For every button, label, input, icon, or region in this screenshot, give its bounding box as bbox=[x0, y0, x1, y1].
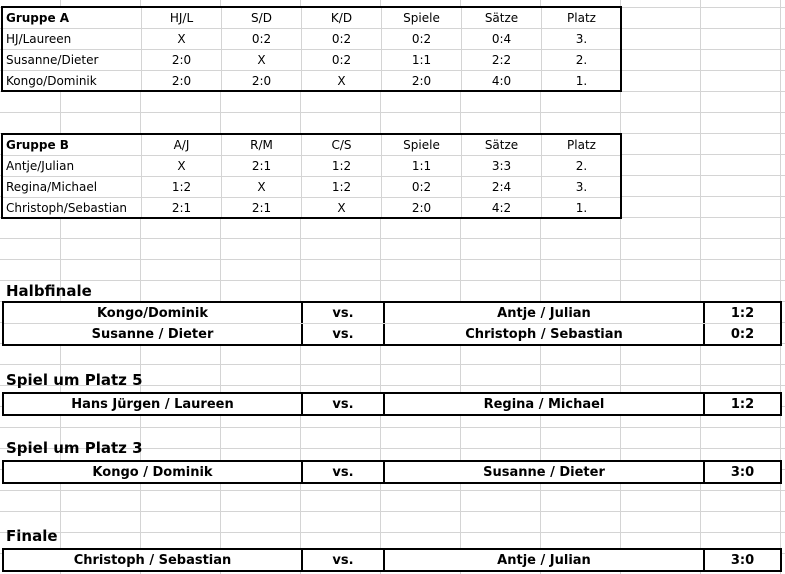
score-cell[interactable]: 2:0 bbox=[142, 50, 222, 71]
group-a-col-header[interactable]: Platz bbox=[542, 8, 622, 29]
score-cell[interactable]: X bbox=[222, 177, 302, 198]
score-cell[interactable]: 2:0 bbox=[222, 71, 302, 92]
score-cell[interactable]: 1:2 bbox=[302, 177, 382, 198]
spiele-cell[interactable]: 2:0 bbox=[382, 198, 462, 219]
group-b-title[interactable]: Gruppe B bbox=[3, 135, 142, 156]
group-b-col-header[interactable]: Sätze bbox=[462, 135, 542, 156]
score-cell[interactable]: 1:2 bbox=[142, 177, 222, 198]
table-row bbox=[3, 198, 622, 219]
match-team2[interactable]: Regina / Michael bbox=[483, 396, 605, 412]
match-vs[interactable]: vs. bbox=[301, 394, 385, 414]
group-a-col-header[interactable]: HJ/L bbox=[142, 8, 222, 29]
platz-cell[interactable]: 1. bbox=[542, 71, 622, 92]
score-cell[interactable]: 2:0 bbox=[142, 71, 222, 92]
saetze-cell[interactable]: 2:2 bbox=[462, 50, 542, 71]
saetze-cell[interactable]: 0:4 bbox=[462, 29, 542, 50]
match-team1[interactable]: Hans Jürgen / Laureen bbox=[71, 396, 234, 412]
match-vs[interactable]: vs. bbox=[301, 462, 385, 482]
match-result[interactable]: 0:2 bbox=[703, 324, 780, 344]
halbfinale-matches bbox=[2, 301, 782, 346]
finale-title[interactable]: Finale bbox=[6, 527, 58, 545]
table-row bbox=[3, 29, 622, 50]
platz-cell[interactable]: 3. bbox=[542, 29, 622, 50]
spiele-cell[interactable]: 0:2 bbox=[382, 29, 462, 50]
match-vs[interactable]: vs. bbox=[301, 303, 385, 323]
platz-cell[interactable]: 2. bbox=[542, 156, 622, 177]
score-cell[interactable]: X bbox=[222, 50, 302, 71]
group-a-col-header[interactable]: Spiele bbox=[382, 8, 462, 29]
match-team2[interactable]: Susanne / Dieter bbox=[483, 464, 605, 480]
group-b-table bbox=[2, 134, 622, 219]
match-row bbox=[2, 392, 782, 416]
table-row bbox=[3, 50, 622, 71]
halbfinale-title[interactable]: Halbfinale bbox=[6, 282, 92, 300]
spiele-cell[interactable]: 2:0 bbox=[382, 71, 462, 92]
group-b-col-header[interactable]: A/J bbox=[142, 135, 222, 156]
match-team1[interactable]: Christoph / Sebastian bbox=[73, 552, 232, 568]
group-a-title[interactable]: Gruppe A bbox=[3, 8, 142, 29]
score-cell[interactable]: 0:2 bbox=[302, 50, 382, 71]
group-b-col-header[interactable]: R/M bbox=[222, 135, 302, 156]
score-cell[interactable]: 2:1 bbox=[222, 156, 302, 177]
group-b-col-header[interactable]: Platz bbox=[542, 135, 622, 156]
saetze-cell[interactable]: 4:2 bbox=[462, 198, 542, 219]
match-result[interactable]: 1:2 bbox=[703, 394, 780, 414]
score-cell[interactable]: 0:2 bbox=[222, 29, 302, 50]
score-cell[interactable]: 1:2 bbox=[302, 156, 382, 177]
spiele-cell[interactable]: 0:2 bbox=[382, 177, 462, 198]
table-row bbox=[3, 177, 622, 198]
score-cell[interactable]: X bbox=[142, 29, 222, 50]
match-team2[interactable]: Antje / Julian bbox=[497, 552, 591, 568]
match-vs[interactable]: vs. bbox=[301, 324, 385, 344]
match-team2[interactable]: Christoph / Sebastian bbox=[465, 326, 623, 342]
match-team2[interactable]: Antje / Julian bbox=[497, 305, 591, 321]
spiele-cell[interactable]: 1:1 bbox=[382, 50, 462, 71]
group-a-col-header[interactable]: Sätze bbox=[462, 8, 542, 29]
platz3-title[interactable]: Spiel um Platz 3 bbox=[6, 439, 143, 457]
match-team1[interactable]: Kongo / Dominik bbox=[92, 464, 213, 480]
group-b-col-header[interactable]: C/S bbox=[302, 135, 382, 156]
saetze-cell[interactable]: 4:0 bbox=[462, 71, 542, 92]
score-cell[interactable]: X bbox=[302, 71, 382, 92]
score-cell[interactable]: 0:2 bbox=[302, 29, 382, 50]
match-row bbox=[4, 303, 780, 323]
match-result[interactable]: 3:0 bbox=[703, 462, 780, 482]
score-cell[interactable]: X bbox=[142, 156, 222, 177]
team-cell[interactable]: HJ/Laureen bbox=[3, 29, 142, 50]
platz-cell[interactable]: 2. bbox=[542, 50, 622, 71]
group-b-col-header[interactable]: Spiele bbox=[382, 135, 462, 156]
match-row bbox=[2, 460, 782, 484]
team-cell[interactable]: Regina/Michael bbox=[3, 177, 142, 198]
team-cell[interactable]: Christoph/Sebastian bbox=[3, 198, 142, 219]
match-team1[interactable]: Susanne / Dieter bbox=[91, 326, 214, 342]
platz-cell[interactable]: 1. bbox=[542, 198, 622, 219]
platz-cell[interactable]: 3. bbox=[542, 177, 622, 198]
saetze-cell[interactable]: 3:3 bbox=[462, 156, 542, 177]
group-a-col-header[interactable]: S/D bbox=[222, 8, 302, 29]
match-result[interactable]: 1:2 bbox=[703, 303, 780, 323]
match-row bbox=[2, 548, 782, 572]
match-result[interactable]: 3:0 bbox=[703, 550, 780, 570]
group-b-header-row bbox=[3, 135, 622, 156]
match-team1[interactable]: Kongo/Dominik bbox=[96, 305, 209, 321]
team-cell[interactable]: Susanne/Dieter bbox=[3, 50, 142, 71]
team-cell[interactable]: Kongo/Dominik bbox=[3, 71, 142, 92]
team-cell[interactable]: Antje/Julian bbox=[3, 156, 142, 177]
group-a-header-row bbox=[3, 8, 622, 29]
spiele-cell[interactable]: 1:1 bbox=[382, 156, 462, 177]
group-a-table bbox=[2, 7, 622, 92]
score-cell[interactable]: 2:1 bbox=[222, 198, 302, 219]
match-vs[interactable]: vs. bbox=[301, 550, 385, 570]
score-cell[interactable]: X bbox=[302, 198, 382, 219]
saetze-cell[interactable]: 2:4 bbox=[462, 177, 542, 198]
table-row bbox=[3, 156, 622, 177]
table-row bbox=[3, 71, 622, 92]
platz5-title[interactable]: Spiel um Platz 5 bbox=[6, 371, 143, 389]
match-row bbox=[4, 323, 780, 344]
score-cell[interactable]: 2:1 bbox=[142, 198, 222, 219]
group-a-col-header[interactable]: K/D bbox=[302, 8, 382, 29]
